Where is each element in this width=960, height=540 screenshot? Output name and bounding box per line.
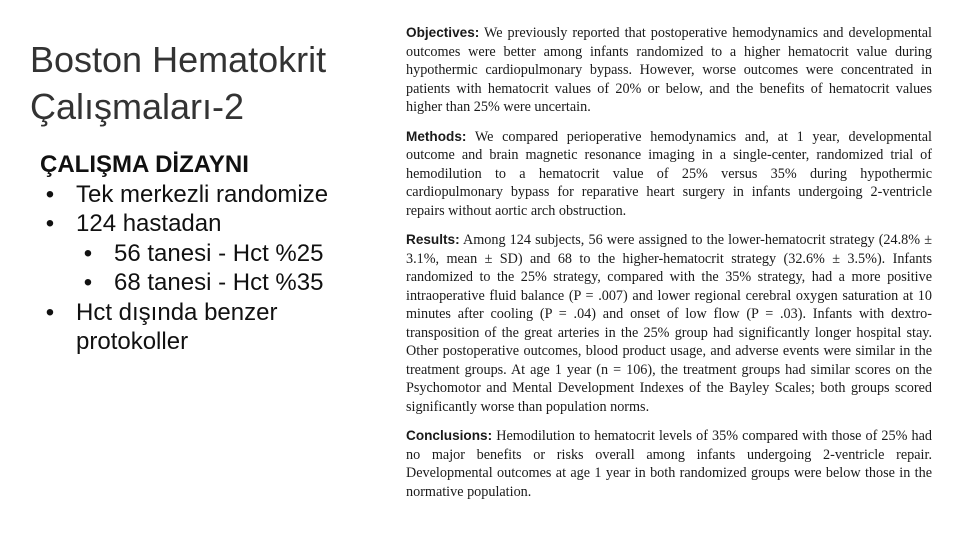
bullet-symbol: • [83,239,93,267]
list-item-text: 68 tanesi - Hct %35 [114,269,324,296]
conclusions-paragraph [406,427,932,501]
results-label: Results: [406,232,460,247]
bullet-symbol: • [83,269,93,296]
methods-label: Methods: [406,128,467,144]
list-item [40,180,390,210]
results-paragraph [406,231,932,416]
list-item [40,239,390,269]
title-line-1: Boston Hematokrit [30,39,327,80]
objectives-label: Objectives: [406,25,480,40]
objectives-text: We previously reported that postoperative hemodynamics and developmental outcomes were better among infants randomized to a higher hematocrit value during hypothermic cardiopulmonary bypass. However, worse outcomes were concentrated in patients with hematocrit values of 20% or below, and the benefits of hematocrit values higher than 25% were uncertain. [406,25,932,115]
slide-title [30,36,390,130]
abstract-excerpt [406,24,932,512]
methods-paragraph [406,128,932,221]
methods-text: We compared perioperative hemodynamics and, at 1 year, developmental outcome and brain magnetic resonance imaging in a single-center, randomized trial of hemodilution to a hematocrit value of 25% versus 35% during hypothermic cardiopulmonary bypass for reparative heart surgery in infants undergoing 2-ventricle repairs without aortic arch obstruction. [406,128,932,219]
title-line-2: Çalışmaları-2 [30,86,245,127]
list-item [40,298,390,357]
list-item-text: 124 hastadan [76,210,222,237]
objectives-paragraph [406,24,932,117]
results-text: Among 124 subjects, 56 were assigned to the lower-hematocrit strategy (24.8% ± 3.1%, mean ± SD) and 68 to the higher-hematocrit strategy (32.6% ± 3.5%). Infants randomized to the 25% strategy, compared with the 35% strategy, had a more positive intraoperative fluid balance (P = .007) and lower regional cerebral oxygen saturation at 10 minutes after cooling (P = .04) and onset of low flow (P = .03). Infants with dextro-transposition of the great arteries in the 25% group had significantly longer hospital stay. Other postoperative outcomes, blood product usage, and adverse events were similar in the treatment groups. At age 1 year (n = 106), the treatment groups had similar scores on the Psychomotor and Mental Development Indexes of the Bayley Scales; both groups scored significantly worse than population norms. [406,232,932,415]
list-item [40,268,390,298]
study-design-heading: ÇALIŞMA DİZAYNI [40,151,249,178]
list-item-text: Tek merkezli randomize [76,180,329,208]
bullet-symbol: • [45,180,55,208]
list-item-text: 56 tanesi - Hct %25 [114,239,324,267]
study-design-list [40,150,390,357]
list-item-text: Hct dışında benzer protokoller [76,298,278,355]
list-item [40,209,390,239]
bullet-symbol: • [45,210,55,237]
bullet-symbol: • [45,298,55,326]
conclusions-text: Hemodilution to hematocrit levels of 35% compared with those of 25% had no major benefits or risks overall among infants undergoing 2-ventricle repair. Developmental outcomes at age 1 year in both randomized groups were below those in the normative population. [406,428,932,500]
conclusions-label: Conclusions: [406,428,493,443]
